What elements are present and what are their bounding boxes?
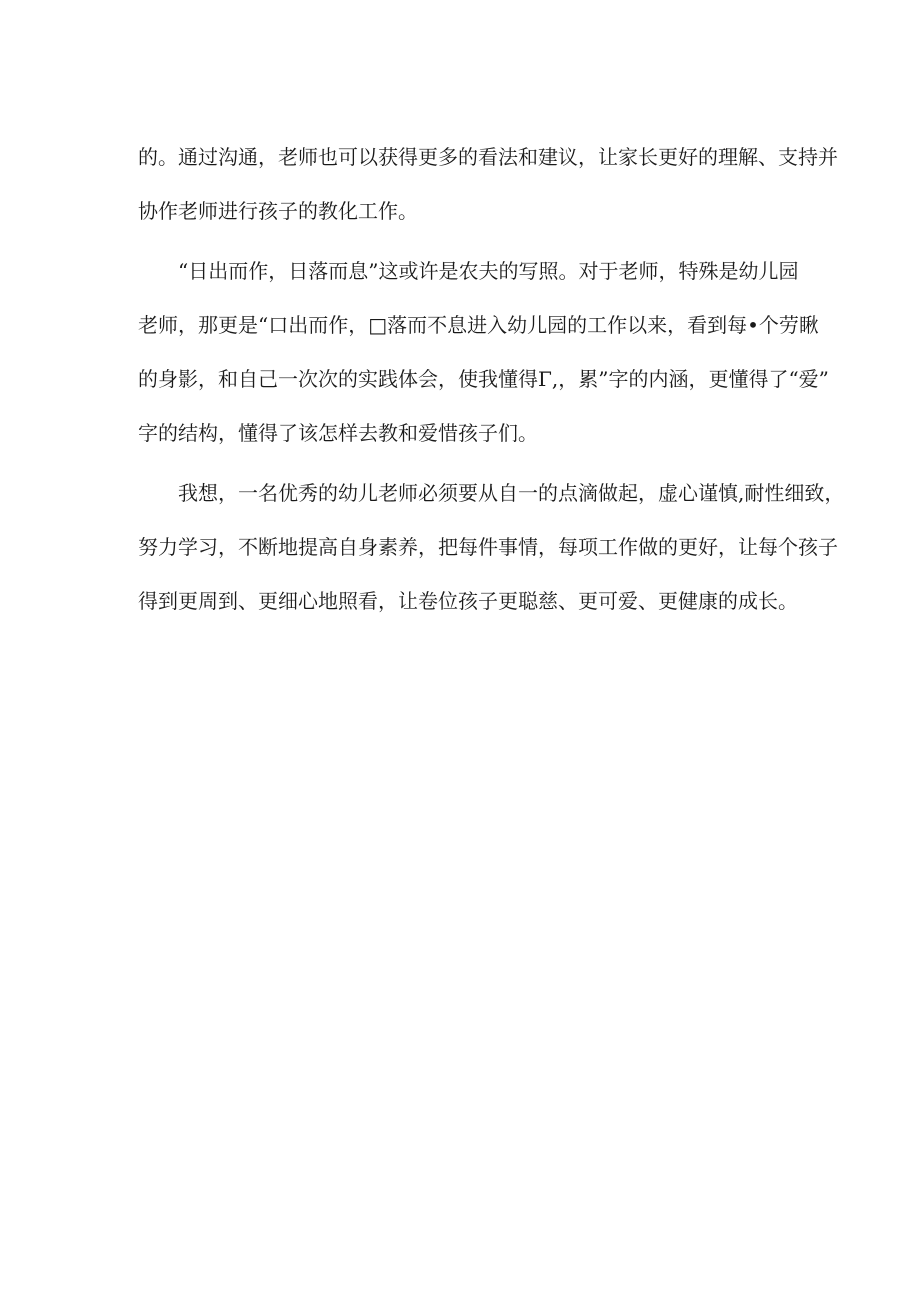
text-line: [138, 574, 798, 628]
text-line: [138, 244, 798, 298]
line-text: 努力学习，不断地提高自身素养，把每件事情，每项工作做的更好，让每个孩子: [138, 535, 838, 559]
line-text: “日出而作，日落而息”这或许是农夫的写照。对于老师，特殊是幼儿园: [178, 259, 799, 283]
document-body: [138, 130, 845, 628]
line-text: 字的结构，懂得了该怎样去教和爱惜孩子们。: [138, 421, 538, 445]
line-text: 得到更周到、更细心地照看，让卷位孩子更聪慈、更可爱、更健康的成长。: [138, 589, 798, 613]
line-text: 协作老师进行孩子的教化工作。: [138, 199, 418, 223]
text-line: [138, 298, 819, 352]
text-line: [138, 406, 798, 460]
text-line: [138, 520, 838, 574]
line-text: 我想，一名优秀的幼儿老师必须要从自一的点滴做起，虚心谨慎,耐性细致，: [178, 481, 845, 505]
text-line: [138, 352, 829, 406]
line-text: 老师，那更是“口出而作，□落而不息进入幼儿园的工作以来，看到每•个劳瞅: [138, 313, 819, 337]
paragraph-3: [138, 466, 845, 628]
text-line: [138, 184, 798, 238]
text-line: [138, 466, 845, 520]
paragraph-2: [138, 244, 829, 460]
line-text: 的身影，和自己一次次的实践体会，使我懂得Γ,，累”字的内涵，更懂得了“爱”: [138, 367, 829, 391]
paragraph-1: [138, 130, 838, 238]
line-text: 的。通过沟通，老师也可以获得更多的看法和建议，让家长更好的理解、支持并: [138, 145, 838, 169]
text-line: [138, 130, 838, 184]
